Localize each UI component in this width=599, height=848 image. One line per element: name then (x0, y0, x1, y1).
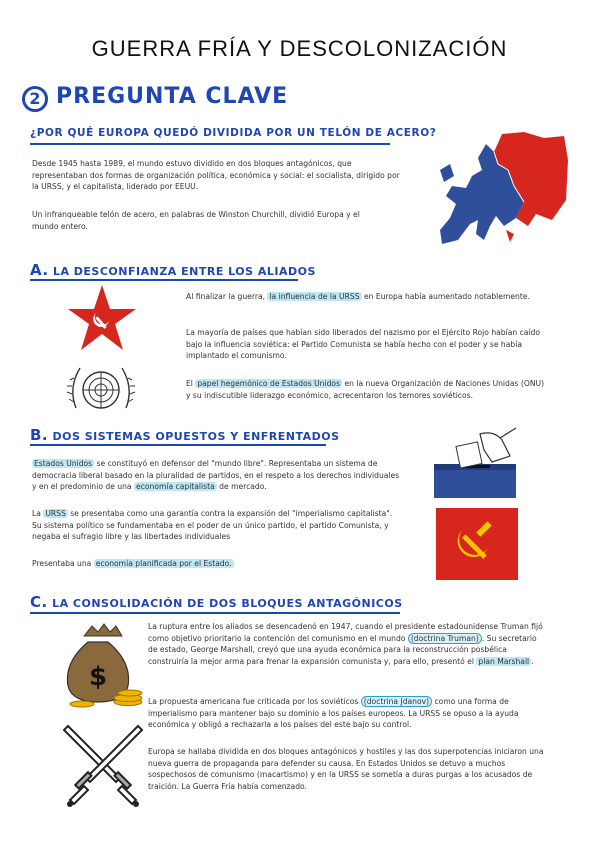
text-run: de mercado. (216, 482, 267, 491)
section-a-paragraph-3 (186, 378, 546, 401)
highlight-planned-economy: economía planificada por el Estado. (95, 559, 232, 568)
highlight-capitalist-economy: economía capitalista (136, 482, 215, 491)
crossed-swords-icon (58, 718, 148, 810)
section-title: PREGUNTA CLAVE (56, 84, 289, 109)
question-underline (30, 143, 390, 145)
section-a-heading (30, 261, 316, 279)
highlight-us-hegemony: papel hegemónico de Estados Unidos (197, 379, 341, 388)
text-run: . (531, 656, 534, 666)
section-b-letter: B. (30, 426, 49, 444)
text-run: como una forma de imperialismo para mantener bajo su dominio a los países europeos. La URSS se opuso a la ayuda económica y obligó a rechazarla a los países del este bajo su control. (148, 697, 519, 729)
section-c-paragraph-1 (148, 621, 548, 667)
text-run: Al finalizar la guerra, (186, 292, 268, 301)
section-b-paragraph-2 (32, 508, 402, 543)
text-run: se presentaba como una garantía contra la expansión del "imperialismo capitalista". Su sistema político se fundamentaba en el poder de un único partido, el partido Comunista, y negaba el sufragio libre y las libertades individuales (32, 509, 393, 541)
hammer-sickle-flag-icon (436, 508, 518, 580)
section-number: 2 (22, 86, 48, 112)
key-question: ¿POR QUÉ EUROPA QUEDÓ DIVIDIDA POR UN TELÓN DE ACERO? (30, 127, 437, 139)
text-run: Presentaba una (32, 559, 94, 568)
un-emblem-icon (64, 358, 138, 424)
text-run: La (32, 509, 44, 518)
section-b-underline (30, 444, 326, 446)
text-run: El (186, 379, 196, 388)
europe-map-icon (432, 130, 568, 254)
section-b-title: DOS SISTEMAS OPUESTOS Y ENFRENTADOS (52, 430, 340, 443)
section-b-paragraph-1 (32, 458, 402, 493)
highlight-doctrina-jdanov: (doctrina Jdanov) (361, 696, 432, 707)
intro-paragraph-2: Un infranqueable telón de acero, en palabras de Winston Churchill, dividió Europa y el mundo entero. (32, 210, 360, 231)
section-b-paragraph-3 (32, 558, 402, 570)
section-c-underline (30, 612, 400, 614)
text-run: La ruptura entre los aliados se desencadenó en 1947, cuando el presidente estadounidense Truman fijó como objetivo prioritario la contención del comunismo en el mundo (148, 622, 543, 643)
highlight-doctrina-truman: (doctrina Truman) (408, 633, 482, 644)
section-a-underline (30, 279, 298, 281)
section-a-paragraph-2: La mayoría de países que habían sido liberados del nazismo por el Ejército Rojo habían caído bajo la influencia soviética: el Partido Comunista se había hecho con el poder y se había implantado el comunismo. (186, 328, 541, 360)
text-run: . Su secretario de estado, George Marshall, creyó que una ayuda económica para la reconstrucción posbélica construiría la mejor arma para frenar la expansión comunista y, para ello, presentó el (148, 633, 537, 666)
red-star-icon (66, 283, 138, 353)
highlight-urss-influence: la influencia de la URSS (269, 292, 360, 301)
page-title: GUERRA FRÍA Y DESCOLONIZACIÓN (91, 36, 508, 61)
text-run: en Europa había aumentado notablemente. (361, 292, 530, 301)
ballot-box-icon (430, 424, 522, 500)
section-a-title: LA DESCONFIANZA ENTRE LOS ALIADOS (52, 265, 316, 278)
section-c-paragraph-2 (148, 696, 548, 731)
section-a-letter: A. (30, 261, 49, 279)
text-run: en la nueva Organización de Naciones Unidas (ONU) y su indiscutible liderazgo económico, acrecentaron los temores soviéticos. (186, 379, 545, 400)
section-c-heading (30, 593, 403, 611)
section-b-heading (30, 426, 340, 444)
text-run: La propuesta americana fue criticada por los soviéticos (148, 697, 361, 706)
highlight-urss: URSS (45, 509, 66, 518)
section-c-letter: C. (30, 593, 48, 611)
section-c-paragraph-3: Europa se hallaba dividida en dos bloques antagónicos y hostiles y las dos superpotencias iniciaron una nueva guerra de propaganda para defender su causa. En Estados Unidos se detuvo a muchos sospechosos de comunismo (macartismo) y en la URSS se sometía a duras purgas a los acusados de traición. La Guerra Fría había comenzado. (148, 747, 544, 791)
intro-paragraph-1: Desde 1945 hasta 1989, el mundo estuvo dividido en dos bloques antagónicos, que representaban dos formas de organización política, económica y social: el socialista, dirigido por la URSS, y el capitalista, liderado por EEUU. (32, 159, 400, 191)
svg-text:$: $ (88, 662, 108, 692)
money-bag-icon (58, 622, 148, 708)
highlight-plan-marshall: plan Marshall (478, 656, 530, 666)
section-c-title: LA CONSOLIDACIÓN DE DOS BLOQUES ANTAGÓNICOS (52, 597, 403, 610)
highlight-estados-unidos: Estados Unidos (34, 459, 93, 468)
section-a-paragraph-1 (186, 291, 546, 303)
text-run: se constituyó en defensor del "mundo libre". Representaba un sistema de democracia liberal basado en la pluralidad de partidos, en el respeto a los derechos individuales y en el predominio de una (32, 459, 400, 491)
